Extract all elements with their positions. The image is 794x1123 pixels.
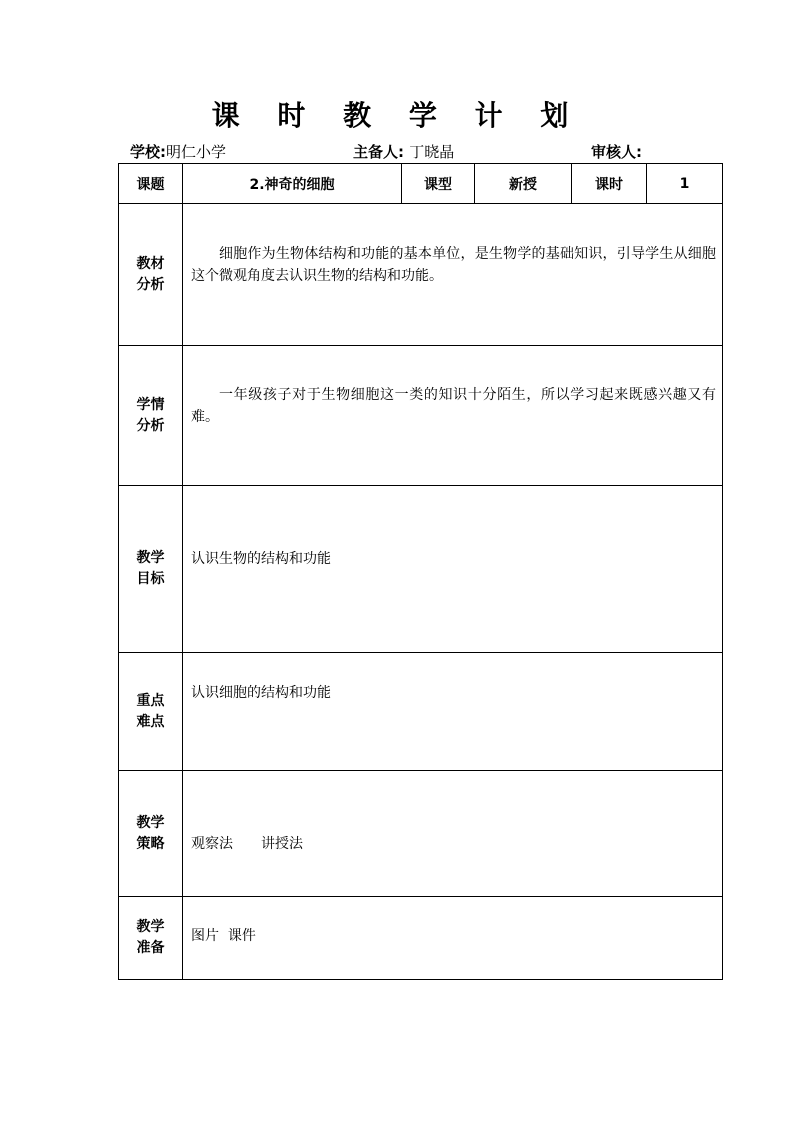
preparer-value: 丁晓晶 bbox=[409, 143, 455, 161]
teaching-goals-text: 认识生物的结构和功能 bbox=[191, 551, 331, 567]
row-label-teaching-preparation: 教学 准备 bbox=[119, 897, 183, 980]
school-label: 学校: bbox=[130, 143, 166, 161]
material-analysis-cell bbox=[183, 204, 723, 346]
reviewer-label: 审核人: bbox=[591, 143, 642, 161]
table-row bbox=[119, 897, 723, 980]
row-label-teaching-strategy: 教学 策略 bbox=[119, 771, 183, 897]
period-value: 1 bbox=[647, 164, 723, 204]
table-row bbox=[119, 204, 723, 346]
lesson-plan-table bbox=[118, 163, 723, 980]
material-analysis-text: 细胞作为生物体结构和功能的基本单位，是生物学的基础知识，引导学生从细胞这个微观角度去认识生物的结构和功能。 bbox=[191, 245, 716, 284]
key-points-cell bbox=[183, 653, 723, 771]
topic-label: 课题 bbox=[119, 164, 183, 204]
row-label-key-points: 重点 难点 bbox=[119, 653, 183, 771]
page-title: 课 时 教 学 计 划 bbox=[211, 99, 583, 132]
table-row bbox=[119, 771, 723, 897]
table-row bbox=[119, 346, 723, 486]
key-points-text: 认识细胞的结构和功能 bbox=[191, 685, 331, 701]
type-value: 新授 bbox=[475, 164, 572, 204]
row-label-material-analysis: 教材 分析 bbox=[119, 204, 183, 346]
preparer-label: 主备人: bbox=[353, 143, 404, 161]
header-row bbox=[119, 164, 723, 204]
teaching-strategy-text: 观察法 讲授法 bbox=[191, 835, 303, 852]
school-value: 明仁小学 bbox=[166, 143, 227, 161]
period-label: 课时 bbox=[572, 164, 647, 204]
teaching-strategy-cell bbox=[183, 771, 723, 897]
teaching-goals-cell bbox=[183, 486, 723, 653]
table-row bbox=[119, 653, 723, 771]
reviewer-field bbox=[591, 141, 642, 162]
topic-value: 2.神奇的细胞 bbox=[183, 164, 402, 204]
row-label-student-analysis: 学情 分析 bbox=[119, 346, 183, 486]
teaching-preparation-cell bbox=[183, 897, 723, 980]
student-analysis-cell bbox=[183, 346, 723, 486]
student-analysis-text: 一年级孩子对于生物细胞这一类的知识十分陌生，所以学习起来既感兴趣又有难。 bbox=[191, 386, 716, 425]
teaching-preparation-text: 图片 课件 bbox=[191, 928, 256, 944]
preparer-field bbox=[353, 141, 454, 162]
school-field bbox=[130, 141, 226, 162]
row-label-teaching-goals: 教学 目标 bbox=[119, 486, 183, 653]
table-row bbox=[119, 486, 723, 653]
type-label: 课型 bbox=[402, 164, 475, 204]
